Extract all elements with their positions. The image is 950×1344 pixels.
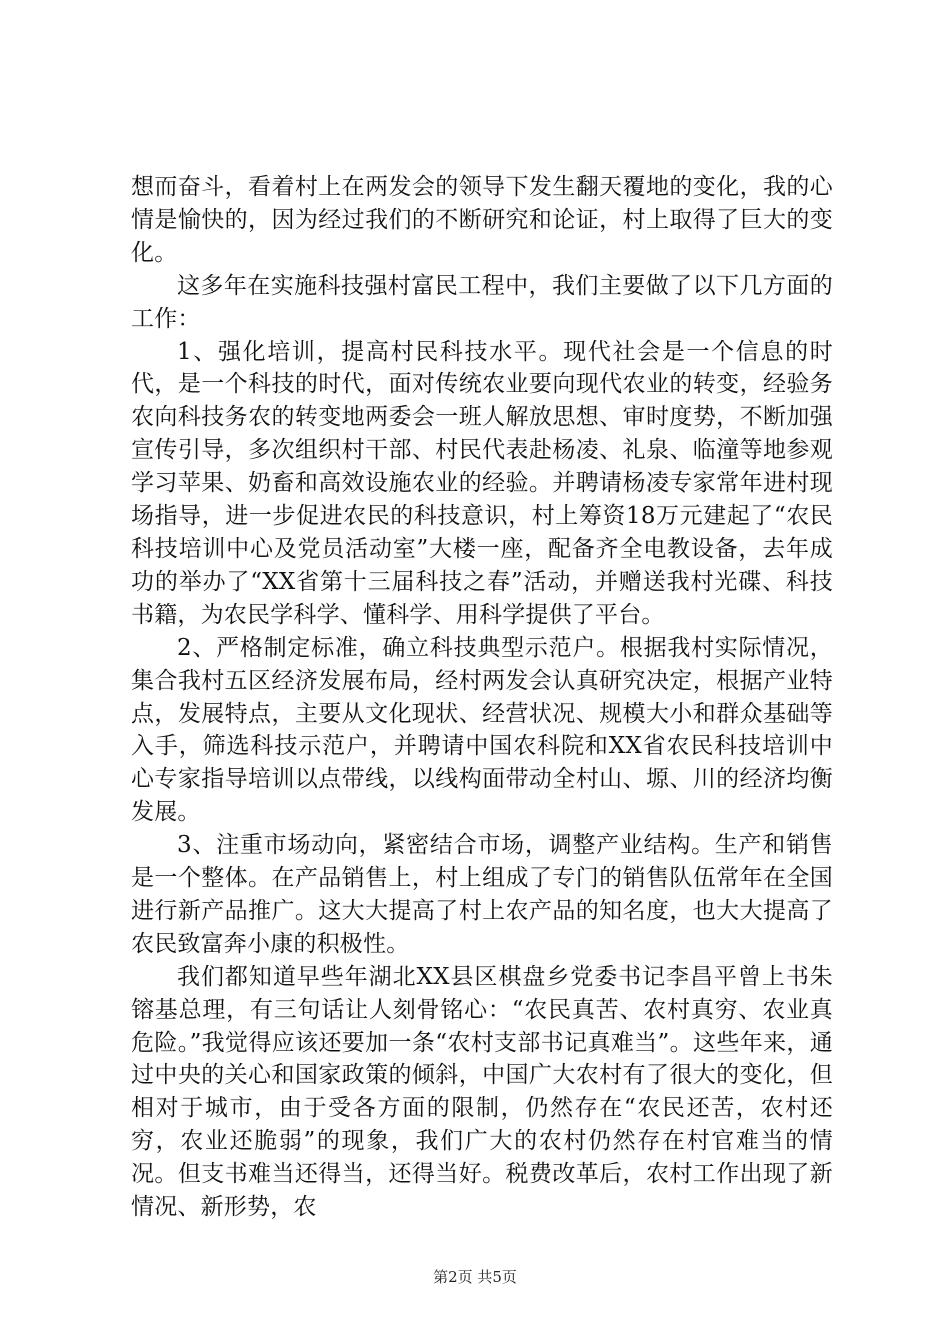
paragraph-5: 3、注重市场动向，紧密结合市场，调整产业结构。生产和销售是一个整体。在产品销售上，村上组成了专门的销售队伍常年在全国进行新产品推广。这大大提高了村上农产品的知名度，也大大提高了农民致富奔小康的积极性。 <box>131 832 833 957</box>
page-number-footer: 第2页 共5页 <box>433 1268 517 1286</box>
document-body <box>131 171 833 1224</box>
paragraph-3: 1、强化培训，提高村民科技水平。现代社会是一个信息的时代，是一个科技的时代，面对传统农业要向现代农业的转变，经验务农向科技务农的转变地两委会一班人解放思想、审时度势，不断加强宣传引导，多次组织村干部、村民代表赴杨凌、礼泉、临潼等地参观学习苹果、奶畜和高效设施农业的经验。并聘请杨凌专家常年进村现场指导，进一步促进农民的科技意识，村上筹资18万元建起了“农民科技培训中心及党员活动室”大楼一座，配备齐全电教设备，去年成功的举办了“XX省第十三届科技之春”活动，并赠送我村光碟、科技书籍，为农民学科学、懂科学、用科学提供了平台。 <box>131 338 833 628</box>
paragraph-1: 想而奋斗，看着村上在两发会的领导下发生翻天覆地的变化，我的心情是愉快的，因为经过我们的不断研究和论证，村上取得了巨大的变化。 <box>131 174 833 266</box>
paragraph-6: 我们都知道早些年湖北XX县区棋盘乡党委书记李昌平曾上书朱镕基总理，有三句话让人刻骨铭心：“农民真苦、农村真穷、农业真危险。”我觉得应该还要加一条“农村支部书记真难当”。这些年来，通过中央的关心和国家政策的倾斜，中国广大农村有了很大的变化，但相对于城市，由于受各方面的限制，仍然存在“农民还苦，农村还穷，农业还脆弱”的现象，我们广大的农村仍然存在村官难当的情况。但支书难当还得当，还得当好。税费改革后，农村工作出现了新情况、新形势，农 <box>131 963 833 1221</box>
paragraph-2: 这多年在实施科技强村富民工程中，我们主要做了以下几方面的工作： <box>131 272 833 332</box>
paragraph-4: 2、严格制定标准，确立科技典型示范户。根据我村实际情况，集合我村五区经济发展布局，经村两发会认真研究决定，根据产业特点，发展特点，主要从文化现状、经营状况、规模大小和群众基础等入手，筛选科技示范户，并聘请中国农科院和XX省农民科技培训中心专家指导培训以点带线，以线构面带动全村山、塬、川的经济均衡发展。 <box>131 634 833 826</box>
